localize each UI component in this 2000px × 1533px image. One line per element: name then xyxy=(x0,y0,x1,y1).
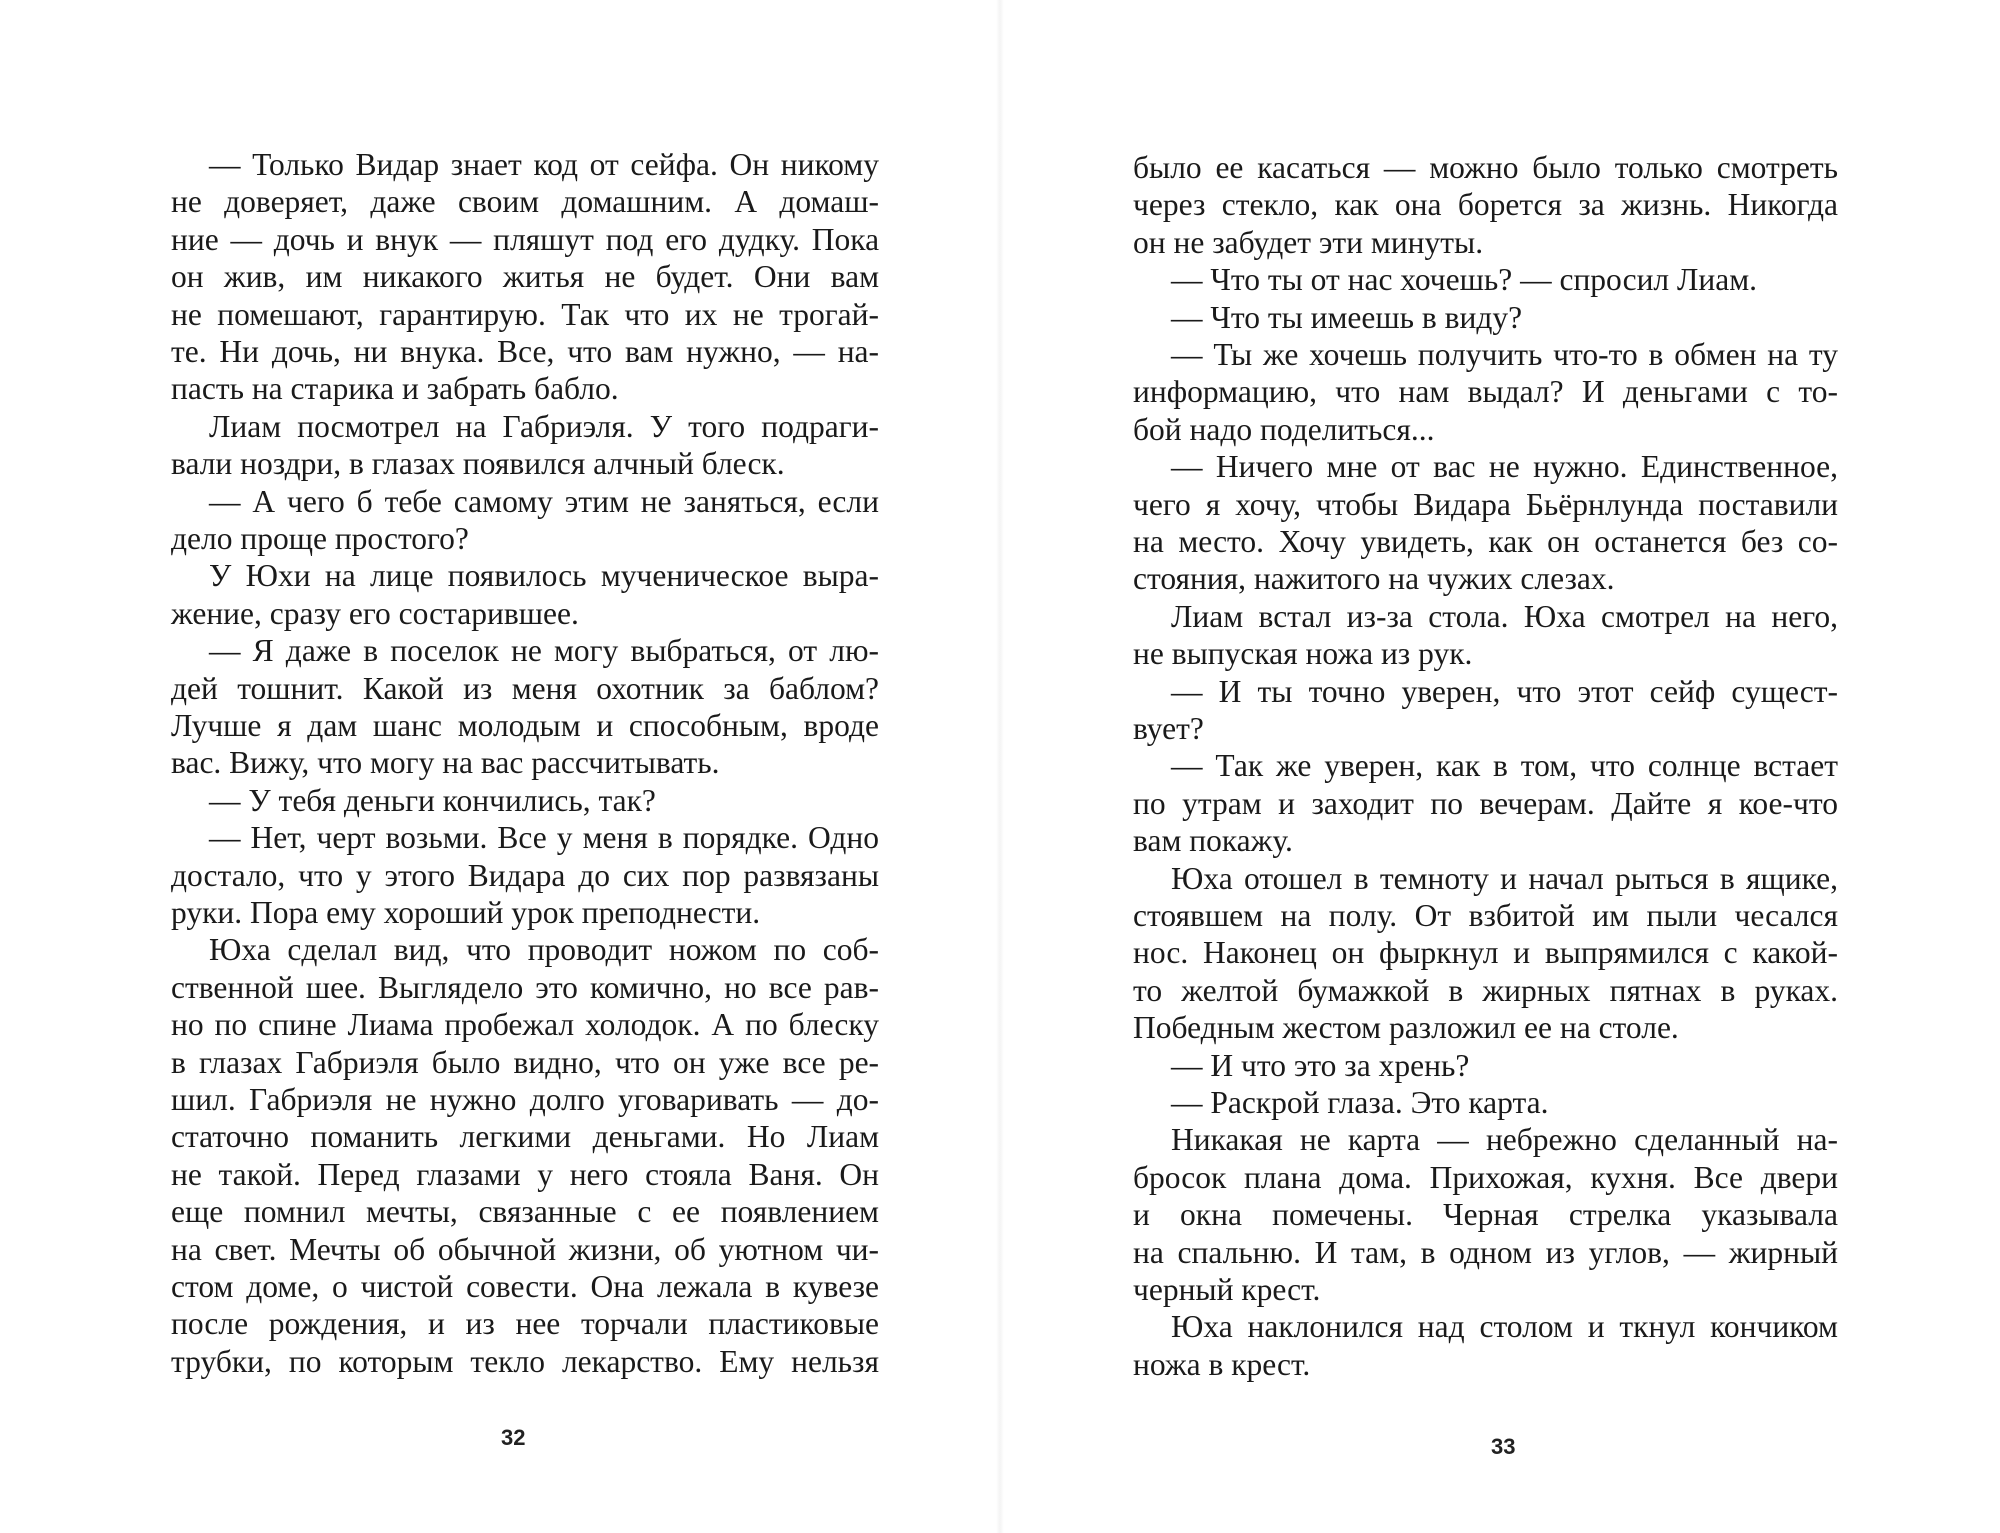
text-line: достало, что у этого Видара до сих пор развязаны xyxy=(171,858,879,893)
text-line: дело проще простого? xyxy=(171,521,469,556)
text-line: руки. Пора ему хороший урок преподнести. xyxy=(171,895,761,930)
text-line: не такой. Перед глазами у него стояла Ваня. Он xyxy=(171,1157,879,1192)
text-line: — Ничего мне от вас не нужно. Единственное, xyxy=(1171,449,1838,484)
text-line: не доверяет, даже своим домашним. А домаш- xyxy=(171,184,879,219)
text-line: и окна помечены. Черная стрелка указывала xyxy=(1133,1197,1838,1232)
text-line: ственной шее. Выглядело это комично, но все рав- xyxy=(171,970,880,1005)
text-line: пасть на старика и забрать бабло. xyxy=(171,371,619,406)
text-line: — Я даже в поселок не могу выбраться, от лю- xyxy=(209,633,880,668)
text-line: вали ноздри, в глазах появился алчный блеск. xyxy=(171,446,785,481)
text-line: на место. Хочу увидеть, как он останется без со- xyxy=(1133,524,1839,559)
text-line: Победным жестом разложил ее на столе. xyxy=(1133,1010,1679,1045)
text-line: — Нет, черт возьми. Все у меня в порядке. Одно xyxy=(209,820,879,855)
text-line: не выпуская ножа из рук. xyxy=(1133,636,1473,671)
text-line: ножа в крест. xyxy=(1133,1347,1311,1382)
text-line: — Ты же хочешь получить что-то в обмен на ту xyxy=(1171,337,1839,372)
text-line: он жив, им никакого житья не будет. Они вам xyxy=(171,259,880,294)
text-line: нос. Наконец он фыркнул и выпрямился с какой- xyxy=(1133,935,1839,970)
text-line: вует? xyxy=(1133,711,1204,746)
text-line: вас. Вижу, что могу на вас рассчитывать. xyxy=(171,745,720,780)
text-line: — И что это за хрень? xyxy=(1171,1048,1470,1083)
text-line: Юха наклонился над столом и ткнул кончиком xyxy=(1171,1309,1838,1344)
text-line: Лучше я дам шанс молодым и способным, вроде xyxy=(171,708,880,743)
text-line: информацию, что нам выдал? И деньгами с то- xyxy=(1133,374,1839,409)
text-line: жение, сразу его состарившее. xyxy=(171,596,579,631)
text-line: — А чего б тебе самому этим не заняться, если xyxy=(209,484,879,519)
text-line: не помешают, гарантирую. Так что их не трогай- xyxy=(171,297,879,332)
text-line: еще помнил мечты, связанные с ее появлением xyxy=(171,1194,879,1229)
text-line: дей тошнит. Какой из меня охотник за баблом? xyxy=(171,671,880,706)
text-line: — Только Видар знает код от сейфа. Он никому xyxy=(209,147,879,182)
text-line: через стекло, как она борется за жизнь. Никогда xyxy=(1133,187,1839,222)
text-line: бой надо поделиться... xyxy=(1133,412,1435,447)
text-line: трубки, по которым текло лекарство. Ему нельзя xyxy=(171,1344,879,1379)
text-line: Лиам встал из-за стола. Юха смотрел на него, xyxy=(1171,599,1838,634)
text-line: но по спине Лиама пробежал холодок. А по блеску xyxy=(171,1007,879,1042)
text-line: — Так же уверен, как в том, что солнце встает xyxy=(1171,748,1839,783)
page-number: 33 xyxy=(1491,1434,1516,1459)
text-line: Лиам посмотрел на Габриэля. У того подраги- xyxy=(209,409,879,444)
text-line: — И ты точно уверен, что этот сейф сущест- xyxy=(1171,674,1838,709)
text-line: на спальню. И там, в одном из углов, — жирный xyxy=(1133,1235,1838,1270)
text-line: в глазах Габриэля было видно, что он уже все ре- xyxy=(171,1045,880,1080)
text-line: на свет. Мечты об обычной жизни, об уютном чи- xyxy=(171,1232,880,1267)
text-line: Никакая не карта — небрежно сделанный на- xyxy=(1171,1122,1838,1157)
text-line: он не забудет эти минуты. xyxy=(1133,225,1484,260)
text-line: — Что ты имеешь в виду? xyxy=(1171,300,1523,335)
text-line: Юха сделал вид, что проводит ножом по соб- xyxy=(209,932,879,967)
text-line: шил. Габриэля не нужно долго уговаривать — до- xyxy=(171,1082,879,1117)
right-page xyxy=(1000,0,2000,1533)
text-line: стояния, нажитого на чужих слезах. xyxy=(1133,561,1615,596)
text-line: то желтой бумажкой в жирных пятнах в руках. xyxy=(1133,973,1839,1008)
text-line: — Что ты от нас хочешь? — спросил Лиам. xyxy=(1171,262,1758,297)
text-line: чего я хочу, чтобы Видара Бьёрнлунда поставили xyxy=(1133,487,1839,522)
text-line: бросок плана дома. Прихожая, кухня. Все двери xyxy=(1133,1160,1839,1195)
text-line: после рождения, и из нее торчали пластиковые xyxy=(171,1306,879,1341)
page-number: 32 xyxy=(501,1425,526,1450)
text-line: те. Ни дочь, ни внука. Все, что вам нужно, — на- xyxy=(171,334,880,369)
text-line: статочно поманить легкими деньгами. Но Лиам xyxy=(171,1119,880,1154)
text-line: — У тебя деньги кончились, так? xyxy=(209,783,656,818)
text-line: было ее касаться — можно было только смотреть xyxy=(1133,150,1838,185)
text-line: черный крест. xyxy=(1133,1272,1321,1307)
text-line: вам покажу. xyxy=(1133,823,1293,858)
text-line: стом доме, о чистой совести. Она лежала в кувезе xyxy=(171,1269,880,1304)
text-line: — Раскрой глаза. Это карта. xyxy=(1171,1085,1549,1120)
text-line: У Юхи на лице появилось мученическое выра- xyxy=(209,558,880,593)
text-line: Юха отошел в темноту и начал рыться в ящике, xyxy=(1171,861,1838,896)
text-line: ние — дочь и внук — пляшут под его дудку. Пока xyxy=(171,222,880,257)
text-line: по утрам и заходит по вечерам. Дайте я кое-что xyxy=(1133,786,1838,821)
text-line: стоявшем на полу. От взбитой им пыли чесался xyxy=(1133,898,1838,933)
